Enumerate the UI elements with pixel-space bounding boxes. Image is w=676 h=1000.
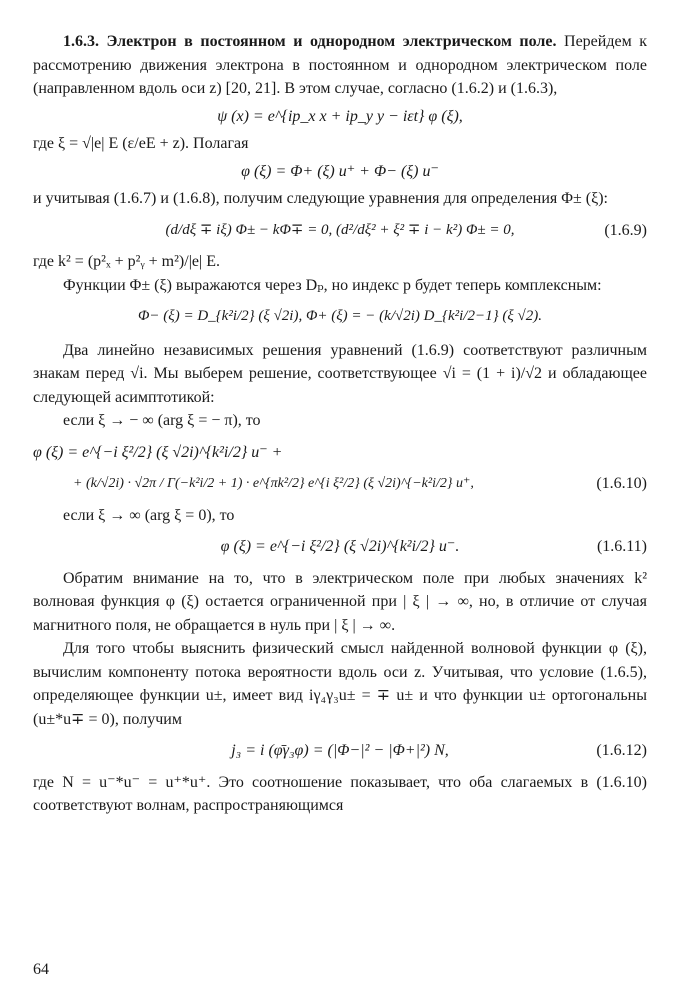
equation-number: (1.6.10): [596, 475, 647, 492]
where-k-line: где k² = (p²ₓ + p²ᵧ + m²)/|e| E.: [33, 253, 220, 270]
equation-1-6-10-line1: [33, 441, 647, 465]
equation-1-6-12: [33, 739, 647, 763]
closing-paragraph: где N = u⁻*u⁻ = u⁺*u⁺. Это соотношение показывает, что оба слагаемых в (1.6.10) соответствуют волнам, распространяющимся: [33, 773, 647, 814]
equation-D-text: Φ− (ξ) = D_{k²i/2} (ξ √2i), Φ+ (ξ) = − (k/√2i) D_{k²i/2−1} (ξ √2).: [138, 308, 542, 324]
page-number: 64: [33, 961, 49, 978]
note-paragraph: Обратим внимание на то, что в электрическом поле при любых значениях k² волновая функция φ (ξ) остается ограниченной при | ξ | → ∞, но, в отличие от случая магнитного поля, не обращается в нуль при | ξ | → ∞.: [33, 569, 647, 634]
equation-1-6-9-text: (d/dξ ∓ iξ) Φ± − kΦ∓ = 0, (d²/dξ² + ξ² ∓ i − k²) Φ± = 0,: [165, 221, 515, 238]
intro-text: Перейдем к рассмотрению движения электрона в постоянном и однородном электрическом поле (направленном вдоль оси z) [20, 21]. В этом случае, согласно (1.6.2) и (1.6.3),: [33, 33, 648, 97]
equation-psi-text: ψ (x) = e^{ip_x x + ip_y y − iεt} φ (ξ),: [217, 107, 463, 125]
equation-1-6-10-line1-text: φ (ξ) = e^{−i ξ²/2} (ξ √2i)^{k²i/2} u⁻ +: [33, 443, 283, 461]
functions-paragraph: Функции Φ± (ξ) выражаются через Dₚ, но индекс p будет теперь комплексным:: [63, 276, 602, 294]
equation-phi: [33, 160, 647, 184]
physical-paragraph: Для того чтобы выяснить физический смысл найденной волновой функции φ (ξ), вычислим компоненту потока вероятности вдоль оси z. Учитывая, что условие (1.6.5), определяющее функции u±, имеет вид iγ₄γ₃u± = ∓ u± и что функции u± ортогональны (u±*u∓ = 0), получим: [33, 640, 647, 728]
equation-1-6-11: [33, 535, 647, 559]
solutions-paragraph: Два линейно независимых решения уравнений (1.6.9) соответствуют различным знакам перед √i. Мы выберем решение, соответствующее √i = (1 + i)/√2 и обладающее следующей асимптотикой:: [33, 341, 647, 406]
page-content: [33, 30, 647, 818]
equation-psi: [33, 105, 647, 129]
equation-1-6-9: [33, 219, 647, 243]
equation-1-6-12-text: j₃ = i (φ̄γ₃φ) = (|Φ−|² − |Φ+|²) N,: [231, 742, 449, 759]
where-xi-line: где ξ = √|e| E (ε/eE + z). Полагая: [33, 135, 249, 152]
equation-D: [33, 305, 647, 329]
equation-number: (1.6.9): [604, 221, 647, 239]
equation-1-6-11-text: φ (ξ) = e^{−i ξ²/2} (ξ √2i)^{k²i/2} u⁻.: [220, 538, 460, 555]
equation-1-6-10-line2: [33, 472, 647, 496]
intro-paragraph: [33, 30, 647, 101]
equation-phi-text: φ (ξ) = Φ+ (ξ) u⁺ + Φ− (ξ) u⁻: [241, 162, 439, 180]
case-plus-infinity: если ξ → ∞ (arg ξ = 0), то: [63, 506, 235, 524]
case-minus-infinity: если ξ → − ∞ (arg ξ = − π), то: [63, 412, 261, 429]
equation-number: (1.6.11): [596, 538, 647, 555]
equations-paragraph: и учитывая (1.6.7) и (1.6.8), получим следующие уравнения для определения Φ± (ξ):: [33, 190, 608, 207]
section-heading: 1.6.3. Электрон в постоянном и однородном электрическом поле.: [63, 33, 557, 50]
equation-number: (1.6.12): [596, 742, 647, 759]
equation-1-6-10-line2-text: + (k/√2i) · √2π / Γ(−k²i/2 + 1) · e^{πk²/2} e^{i ξ²/2} (ξ √2i)^{−k²i/2} u⁺,: [73, 476, 474, 491]
